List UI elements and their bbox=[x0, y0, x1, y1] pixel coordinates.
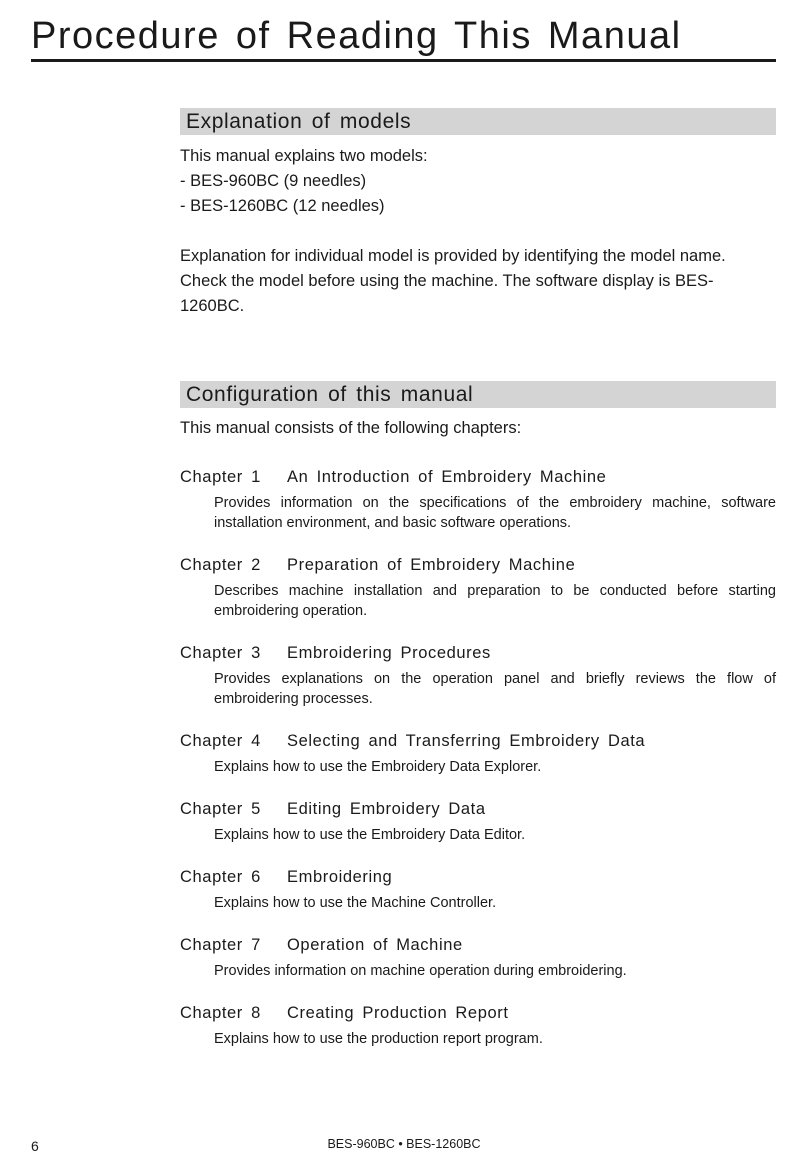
chapter-number: Chapter 8 bbox=[180, 1004, 261, 1022]
chapter-description: Provides information on the specifications of the embroidery machine, software installation environment, and basic software operations. bbox=[214, 495, 776, 531]
chapter-number: Chapter 7 bbox=[180, 936, 261, 954]
chapter-number: Chapter 3 bbox=[180, 644, 261, 662]
chapter-title: Operation of Machine bbox=[287, 936, 463, 954]
models-explanation: Explanation for individual model is provided by identifying the model name. Check the model before using the machine. The software display is BES-1260BC. bbox=[180, 247, 726, 315]
models-line: - BES-1260BC (12 needles) bbox=[180, 197, 385, 215]
chapter-description: Explains how to use the Embroidery Data Editor. bbox=[214, 827, 526, 843]
footer-models: BES-960BC • BES-1260BC bbox=[327, 1137, 481, 1151]
chapter-title: Selecting and Transferring Embroidery Data bbox=[287, 732, 646, 750]
chapter-description: Describes machine installation and preparation to be conducted before starting embroidering operation. bbox=[214, 583, 776, 619]
models-list bbox=[180, 144, 776, 219]
chapter-description: Explains how to use the Machine Controller. bbox=[214, 895, 497, 911]
chapter-number: Chapter 5 bbox=[180, 800, 261, 818]
models-line: This manual explains two models: bbox=[180, 147, 428, 165]
chapter-item bbox=[180, 799, 776, 845]
section-heading-models: Explanation of models bbox=[180, 108, 776, 135]
chapter-title: Embroidering Procedures bbox=[287, 644, 491, 662]
chapter-title: Embroidering bbox=[287, 868, 393, 886]
chapter-item bbox=[180, 731, 776, 777]
chapter-number: Chapter 1 bbox=[180, 468, 261, 486]
main-content bbox=[180, 108, 776, 1071]
chapter-item bbox=[180, 935, 776, 981]
page-title: Procedure of Reading This Manual bbox=[31, 15, 682, 57]
chapter-item bbox=[180, 643, 776, 709]
chapter-number: Chapter 4 bbox=[180, 732, 261, 750]
chapter-description: Explains how to use the Embroidery Data Explorer. bbox=[214, 759, 542, 775]
chapter-number: Chapter 6 bbox=[180, 868, 261, 886]
chapter-description: Provides explanations on the operation panel and briefly reviews the flow of embroidering processes. bbox=[214, 671, 776, 707]
configuration-intro: This manual consists of the following chapters: bbox=[180, 419, 522, 437]
chapter-item bbox=[180, 867, 776, 913]
chapter-list bbox=[180, 467, 776, 1049]
chapter-item bbox=[180, 467, 776, 533]
models-line: - BES-960BC (9 needles) bbox=[180, 172, 367, 190]
chapter-description: Provides information on machine operation during embroidering. bbox=[214, 963, 627, 979]
chapter-title: Preparation of Embroidery Machine bbox=[287, 556, 576, 574]
chapter-title: Creating Production Report bbox=[287, 1004, 509, 1022]
chapter-description: Explains how to use the production report program. bbox=[214, 1031, 543, 1047]
title-rule bbox=[31, 59, 776, 62]
chapter-number: Chapter 2 bbox=[180, 556, 261, 574]
chapter-title: An Introduction of Embroidery Machine bbox=[287, 468, 607, 486]
section-heading-configuration: Configuration of this manual bbox=[180, 381, 776, 408]
chapter-item bbox=[180, 555, 776, 621]
page-number: 6 bbox=[31, 1138, 39, 1154]
chapter-item bbox=[180, 1003, 776, 1049]
chapter-title: Editing Embroidery Data bbox=[287, 800, 486, 818]
